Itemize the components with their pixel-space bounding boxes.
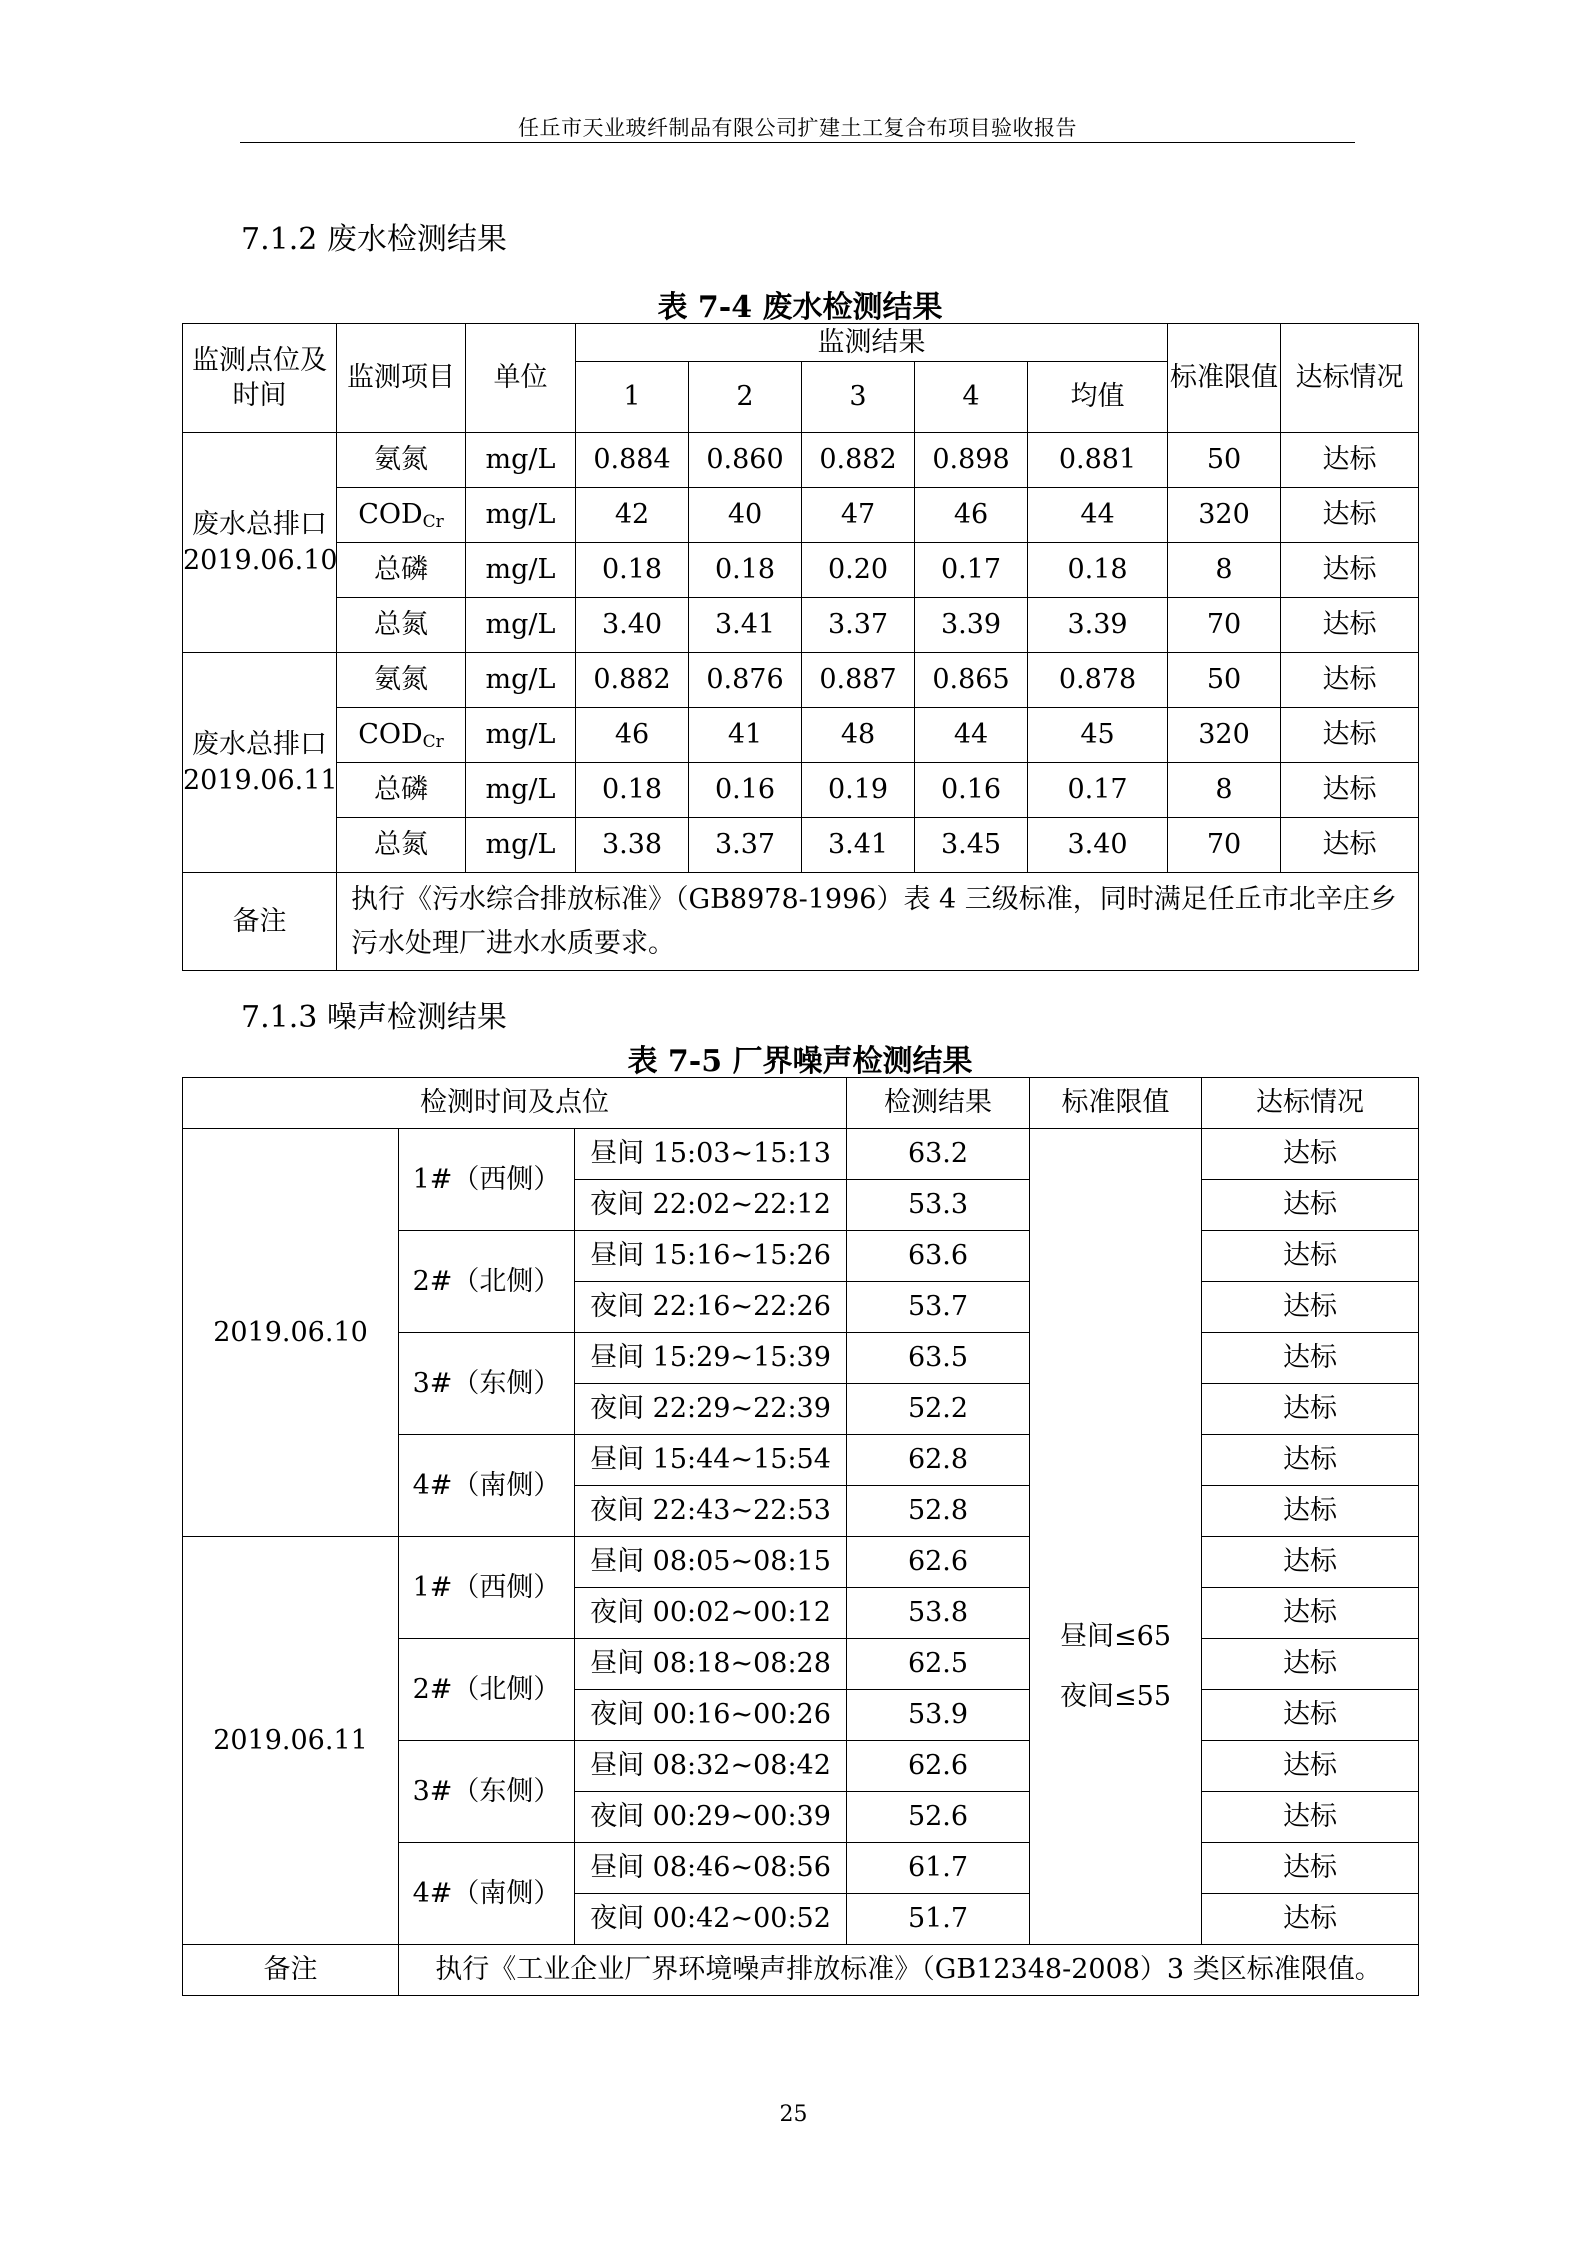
period-cell: 昼间 15:03~15:13 [575, 1129, 847, 1180]
table-row [183, 1129, 1419, 1180]
table-row [183, 763, 1419, 818]
result-cell: 62.6 [847, 1741, 1030, 1792]
page-number: 25 [779, 2102, 808, 2127]
point-name: 4#（南侧） [399, 1435, 575, 1537]
limit-day: 昼间≤65 [1060, 1621, 1171, 1653]
limit-cell: 320 [1168, 708, 1281, 763]
limit-cell: 320 [1168, 488, 1281, 543]
status-cell: 达标 [1202, 1792, 1419, 1843]
value-cell: 0.18 [576, 763, 689, 818]
value-cell: 42 [576, 488, 689, 543]
noise-table [182, 1077, 1419, 1996]
group-location: 废水总排口 [192, 729, 327, 761]
value-cell: 3.37 [689, 818, 802, 873]
result-cell: 53.9 [847, 1690, 1030, 1741]
limit-cell: 70 [1168, 598, 1281, 653]
note-text: 执行《污水综合排放标准》（GB8978-1996）表 4 三级标准，同时满足任丘市北辛庄乡污水处理厂进水水质要求。 [337, 873, 1419, 971]
point-name: 1#（西侧） [399, 1537, 575, 1639]
period-cell: 夜间 22:29~22:39 [575, 1384, 847, 1435]
table-row [183, 818, 1419, 873]
status-cell: 达标 [1202, 1843, 1419, 1894]
header-limit: 标准限值 [1168, 324, 1281, 433]
point-name: 4#（南侧） [399, 1843, 575, 1945]
group-date: 2019.06.11 [183, 764, 338, 796]
value-cell: 46 [915, 488, 1028, 543]
result-cell: 62.8 [847, 1435, 1030, 1486]
status-cell: 达标 [1281, 818, 1419, 873]
value-cell: 3.39 [1028, 598, 1168, 653]
value-cell: 48 [802, 708, 915, 763]
item-subscript: Cr [422, 731, 444, 752]
value-cell: 41 [689, 708, 802, 763]
status-cell: 达标 [1202, 1180, 1419, 1231]
header-limit: 标准限值 [1030, 1078, 1202, 1129]
value-cell: 3.45 [915, 818, 1028, 873]
value-cell: 0.18 [689, 543, 802, 598]
header-result-col: 2 [689, 362, 802, 433]
limit-cell: 8 [1168, 763, 1281, 818]
status-cell: 达标 [1202, 1486, 1419, 1537]
unit-cell: mg/L [466, 598, 576, 653]
value-cell: 46 [576, 708, 689, 763]
status-cell: 达标 [1281, 433, 1419, 488]
day-date: 2019.06.10 [183, 1129, 399, 1537]
value-cell: 0.18 [576, 543, 689, 598]
status-cell: 达标 [1202, 1282, 1419, 1333]
value-cell: 3.37 [802, 598, 915, 653]
status-cell: 达标 [1281, 598, 1419, 653]
wastewater-table [182, 323, 1419, 971]
status-cell: 达标 [1281, 763, 1419, 818]
value-cell: 40 [689, 488, 802, 543]
section-title-wastewater: 7.1.2 废水检测结果 [241, 222, 507, 257]
value-cell: 0.887 [802, 653, 915, 708]
point-name: 3#（东侧） [399, 1333, 575, 1435]
note-label: 备注 [183, 1945, 399, 1996]
status-cell: 达标 [1202, 1588, 1419, 1639]
value-cell: 47 [802, 488, 915, 543]
status-cell: 达标 [1281, 708, 1419, 763]
limit-cell: 8 [1168, 543, 1281, 598]
value-cell: 0.898 [915, 433, 1028, 488]
result-cell: 53.3 [847, 1180, 1030, 1231]
group-location: 废水总排口 [192, 509, 327, 541]
limit-cell: 50 [1168, 653, 1281, 708]
result-cell: 63.6 [847, 1231, 1030, 1282]
value-cell: 3.38 [576, 818, 689, 873]
item-name: 总磷 [374, 774, 428, 806]
status-cell: 达标 [1202, 1741, 1419, 1792]
value-cell: 0.881 [1028, 433, 1168, 488]
value-cell: 0.882 [802, 433, 915, 488]
period-cell: 昼间 15:16~15:26 [575, 1231, 847, 1282]
unit-cell: mg/L [466, 543, 576, 598]
value-cell: 0.865 [915, 653, 1028, 708]
group-date: 2019.06.10 [183, 544, 338, 576]
item-name: 氨氮 [374, 444, 428, 476]
point-name: 1#（西侧） [399, 1129, 575, 1231]
result-cell: 62.5 [847, 1639, 1030, 1690]
unit-cell: mg/L [466, 488, 576, 543]
header-time-point: 检测时间及点位 [183, 1078, 847, 1129]
status-cell: 达标 [1202, 1231, 1419, 1282]
header-status: 达标情况 [1202, 1078, 1419, 1129]
table-row [183, 708, 1419, 763]
value-cell: 0.17 [915, 543, 1028, 598]
item-cell [337, 598, 466, 653]
value-cell: 3.39 [915, 598, 1028, 653]
status-cell: 达标 [1202, 1384, 1419, 1435]
result-cell: 62.6 [847, 1537, 1030, 1588]
period-cell: 昼间 08:05~08:15 [575, 1537, 847, 1588]
value-cell: 3.40 [576, 598, 689, 653]
unit-cell: mg/L [466, 818, 576, 873]
point-name: 3#（东侧） [399, 1741, 575, 1843]
value-cell: 3.40 [1028, 818, 1168, 873]
value-cell: 0.18 [1028, 543, 1168, 598]
status-cell: 达标 [1202, 1435, 1419, 1486]
value-cell: 3.41 [802, 818, 915, 873]
result-cell: 53.8 [847, 1588, 1030, 1639]
value-cell: 0.860 [689, 433, 802, 488]
period-cell: 昼间 08:46~08:56 [575, 1843, 847, 1894]
item-name: 总氮 [374, 829, 428, 861]
value-cell: 0.878 [1028, 653, 1168, 708]
page-header-title: 任丘市天业玻纤制品有限公司扩建土工复合布项目验收报告 [518, 116, 1077, 140]
value-cell: 0.882 [576, 653, 689, 708]
value-cell: 44 [915, 708, 1028, 763]
header-result-col: 4 [915, 362, 1028, 433]
table-row [183, 543, 1419, 598]
value-cell: 0.20 [802, 543, 915, 598]
table-row [183, 598, 1419, 653]
item-name: 总磷 [374, 554, 428, 586]
item-name: 总氮 [374, 609, 428, 641]
item-cell [337, 708, 466, 763]
limit-merged [1030, 1129, 1202, 1945]
status-cell: 达标 [1202, 1894, 1419, 1945]
period-cell: 昼间 15:44~15:54 [575, 1435, 847, 1486]
period-cell: 夜间 00:16~00:26 [575, 1690, 847, 1741]
value-cell: 0.884 [576, 433, 689, 488]
limit-cell: 70 [1168, 818, 1281, 873]
unit-cell: mg/L [466, 653, 576, 708]
status-cell: 达标 [1202, 1333, 1419, 1384]
status-cell: 达标 [1202, 1537, 1419, 1588]
value-cell: 0.16 [689, 763, 802, 818]
item-name: COD [358, 718, 423, 750]
unit-cell: mg/L [466, 433, 576, 488]
note-label: 备注 [183, 873, 337, 971]
item-cell [337, 818, 466, 873]
point-name: 2#（北侧） [399, 1639, 575, 1741]
header-item: 监测项目 [337, 324, 466, 433]
result-cell: 53.7 [847, 1282, 1030, 1333]
page-header-rule [240, 142, 1355, 143]
result-cell: 51.7 [847, 1894, 1030, 1945]
limit-cell: 50 [1168, 433, 1281, 488]
table-row [183, 653, 1419, 708]
header-unit: 单位 [466, 324, 576, 433]
header-results: 监测结果 [576, 324, 1168, 362]
item-cell [337, 543, 466, 598]
item-cell [337, 433, 466, 488]
item-name: COD [358, 498, 423, 530]
value-cell: 0.19 [802, 763, 915, 818]
day-date: 2019.06.11 [183, 1537, 399, 1945]
header-status: 达标情况 [1281, 324, 1419, 433]
value-cell: 0.17 [1028, 763, 1168, 818]
table-row [183, 488, 1419, 543]
item-cell [337, 488, 466, 543]
item-cell [337, 763, 466, 818]
table-row [183, 1537, 1419, 1588]
result-cell: 52.6 [847, 1792, 1030, 1843]
item-cell [337, 653, 466, 708]
value-cell: 44 [1028, 488, 1168, 543]
item-name: 氨氮 [374, 664, 428, 696]
status-cell: 达标 [1202, 1639, 1419, 1690]
result-cell: 52.8 [847, 1486, 1030, 1537]
period-cell: 夜间 00:29~00:39 [575, 1792, 847, 1843]
section-title-noise: 7.1.3 噪声检测结果 [241, 1000, 507, 1035]
status-cell: 达标 [1202, 1690, 1419, 1741]
table-caption-noise: 表 7-5 厂界噪声检测结果 [627, 1044, 973, 1079]
period-cell: 昼间 15:29~15:39 [575, 1333, 847, 1384]
period-cell: 夜间 00:02~00:12 [575, 1588, 847, 1639]
value-cell: 45 [1028, 708, 1168, 763]
value-cell: 0.16 [915, 763, 1028, 818]
group-location-date [183, 653, 337, 873]
status-cell: 达标 [1281, 543, 1419, 598]
header-result-col: 1 [576, 362, 689, 433]
period-cell: 夜间 00:42~00:52 [575, 1894, 847, 1945]
period-cell: 昼间 08:32~08:42 [575, 1741, 847, 1792]
result-cell: 63.2 [847, 1129, 1030, 1180]
result-cell: 52.2 [847, 1384, 1030, 1435]
period-cell: 夜间 22:16~22:26 [575, 1282, 847, 1333]
unit-cell: mg/L [466, 708, 576, 763]
status-cell: 达标 [1202, 1129, 1419, 1180]
result-cell: 61.7 [847, 1843, 1030, 1894]
header-point-time: 监测点位及时间 [183, 324, 337, 433]
point-name: 2#（北侧） [399, 1231, 575, 1333]
value-cell: 3.41 [689, 598, 802, 653]
value-cell: 0.876 [689, 653, 802, 708]
header-result-col: 3 [802, 362, 915, 433]
note-text: 执行《工业企业厂界环境噪声排放标准》（GB12348-2008）3 类区标准限值。 [399, 1945, 1419, 1996]
period-cell: 夜间 22:02~22:12 [575, 1180, 847, 1231]
item-subscript: Cr [422, 511, 444, 532]
period-cell: 夜间 22:43~22:53 [575, 1486, 847, 1537]
limit-night: 夜间≤55 [1060, 1680, 1171, 1712]
result-cell: 63.5 [847, 1333, 1030, 1384]
header-result-col: 均值 [1028, 362, 1168, 433]
status-cell: 达标 [1281, 653, 1419, 708]
group-location-date [183, 433, 337, 653]
table-caption-wastewater: 表 7-4 废水检测结果 [657, 290, 943, 325]
header-result: 检测结果 [847, 1078, 1030, 1129]
table-row [183, 433, 1419, 488]
unit-cell: mg/L [466, 763, 576, 818]
period-cell: 昼间 08:18~08:28 [575, 1639, 847, 1690]
status-cell: 达标 [1281, 488, 1419, 543]
